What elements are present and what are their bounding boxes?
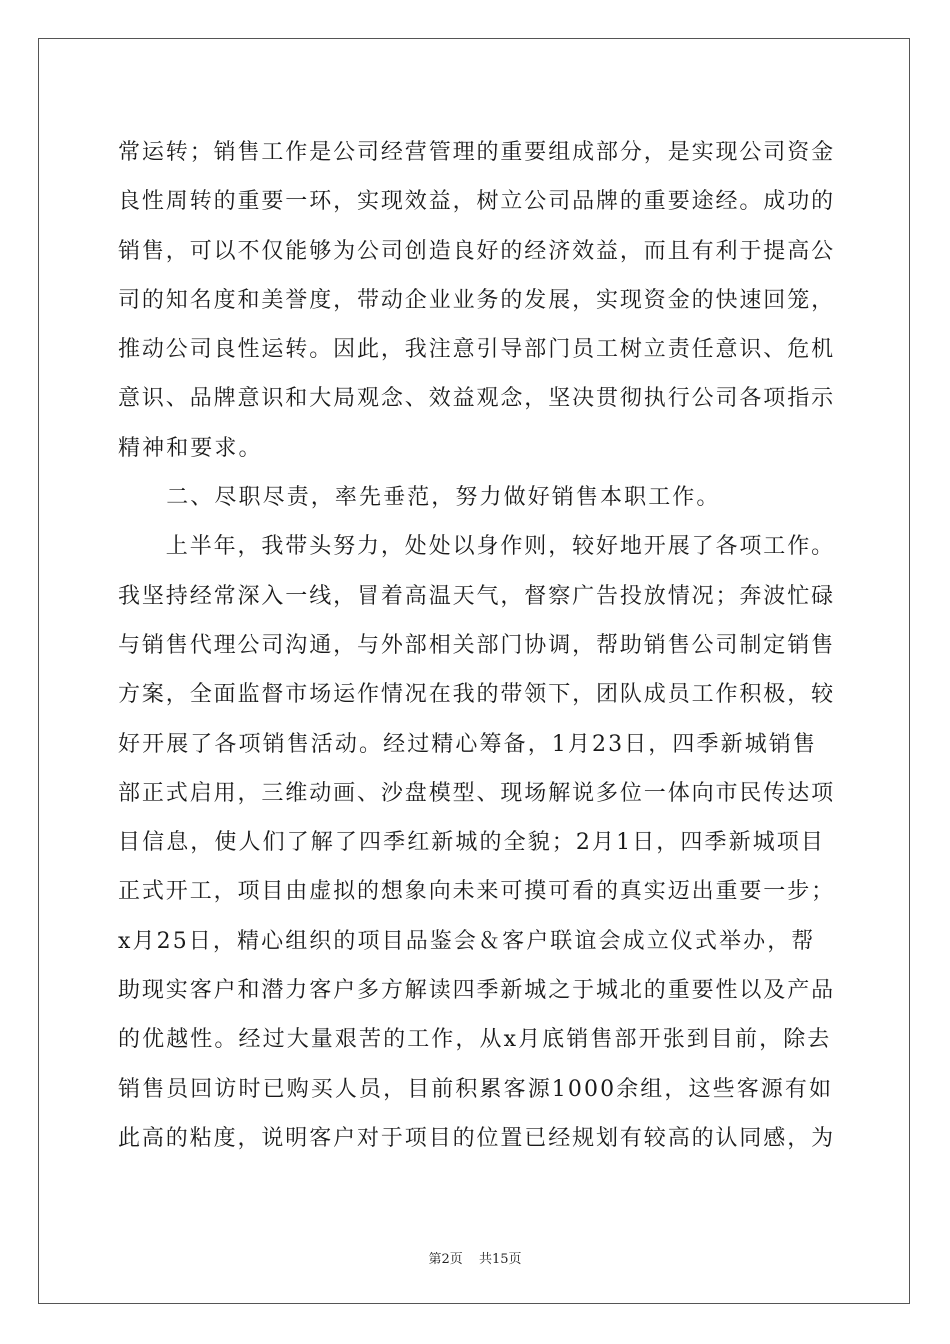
text-line: 销售员回访时已购买人员，目前积累客源1000余组，这些客源有如 [118, 1076, 834, 1102]
text-line: 部正式启用，三维动画、沙盘模型、现场解说多位一体向市民传达项 [118, 780, 836, 806]
text-line: 目信息，使人们了解了四季红新城的全貌；2月1日，四季新城项目 [118, 830, 825, 856]
text-line: 销售，可以不仅能够为公司创造良好的经济效益，而且有利于提高公 [118, 238, 836, 264]
text-line: 精神和要求。 [118, 435, 263, 461]
page-number: 第2页 [428, 1252, 463, 1267]
page-footer [0, 1248, 950, 1267]
text-line: 良性周转的重要一环，实现效益，树立公司品牌的重要途经。成功的 [118, 189, 836, 215]
text-line: 好开展了各项销售活动。经过精心筹备，1月23日，四季新城销售 [118, 731, 817, 757]
text-line: 的优越性。经过大量艰苦的工作，从x月底销售部开张到目前，除去 [118, 1027, 832, 1053]
document-body [118, 128, 838, 1163]
text-line: 推动公司良性运转。因此，我注意引导部门员工树立责任意识、危机 [118, 337, 836, 363]
text-line: 我坚持经常深入一线，冒着高温天气，督察广告投放情况；奔波忙碌 [118, 583, 836, 609]
text-line: x月25日，精心组织的项目品鉴会＆客户联谊会成立仪式举办，帮 [118, 928, 816, 954]
page-total: 共15页 [478, 1252, 522, 1267]
text-line: 正式开工，项目由虚拟的想象向未来可摸可看的真实迈出重要一步； [118, 879, 836, 905]
text-line: 意识、品牌意识和大局观念、效益观念，坚决贯彻执行公司各项指示 [118, 386, 836, 412]
text-line: 常运转；销售工作是公司经营管理的重要组成部分，是实现公司资金 [118, 140, 836, 165]
text-line: 与销售代理公司沟通，与外部相关部门协调，帮助销售公司制定销售 [118, 632, 836, 658]
text-line: 助现实客户和潜力客户多方解读四季新城之于城北的重要性以及产品 [118, 978, 836, 1004]
text-line: 方案，全面监督市场运作情况在我的带领下，团队成员工作积极，较 [118, 682, 836, 708]
section-heading: 二、尽职尽责，率先垂范，努力做好销售本职工作。 [118, 485, 721, 511]
text-line: 司的知名度和美誉度，带动企业业务的发展，实现资金的快速回笼， [118, 287, 836, 313]
text-line: 上半年，我带头努力，处处以身作则，较好地开展了各项工作。 [118, 534, 836, 560]
text-line: 此高的粘度，说明客户对于项目的位置已经规划有较高的认同感，为 [118, 1125, 836, 1151]
